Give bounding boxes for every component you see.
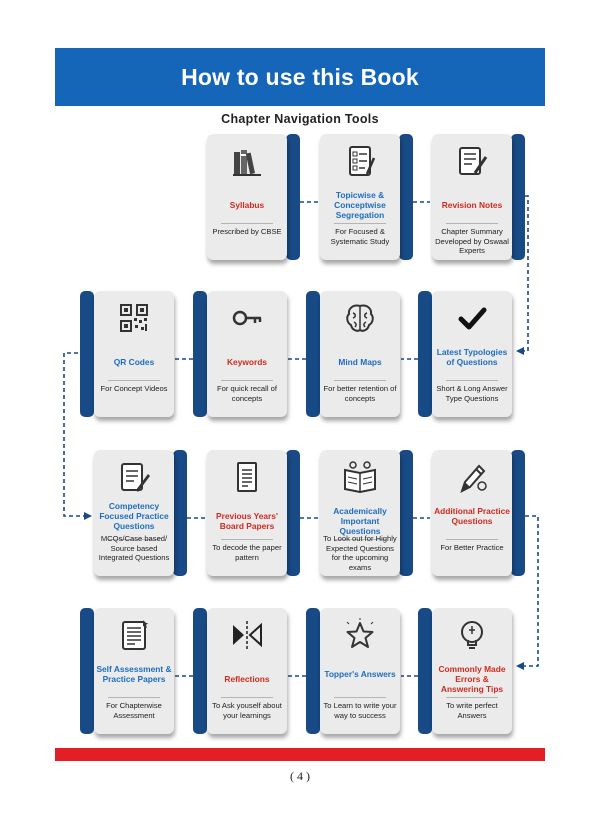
- tool-card-brain: [306, 291, 401, 424]
- card-body: [432, 291, 512, 417]
- card-description: For Concept Videos: [100, 384, 168, 393]
- section-subtitle: Chapter Navigation Tools: [221, 112, 379, 126]
- card-title: Revision Notes: [441, 200, 503, 211]
- card-title: Commonly Made Errors & Answering Tips: [438, 664, 506, 694]
- card-title: QR Codes: [113, 357, 155, 368]
- card-accent-bar: [399, 450, 413, 576]
- card-body: [207, 291, 287, 417]
- card-body: [320, 450, 400, 576]
- card-title: Self Assessment & Practice Papers: [96, 664, 172, 685]
- tool-card-notes: [430, 134, 525, 267]
- card-description: To decode the paper pattern: [212, 543, 282, 562]
- card-title: Previous Years' Board Papers: [216, 511, 278, 531]
- card-divider: [108, 380, 160, 381]
- card-divider: [446, 697, 498, 698]
- checkmark-icon: [432, 301, 512, 335]
- card-body: [432, 134, 512, 260]
- card-divider: [446, 539, 498, 540]
- tool-card-key: [193, 291, 288, 424]
- notes-icon: [432, 144, 512, 178]
- page-title: How to use this Book: [181, 63, 419, 90]
- card-body: [207, 450, 287, 576]
- card-description: Prescribed by CBSE: [212, 227, 282, 236]
- reflection-icon: [207, 618, 287, 652]
- open-book-icon: [320, 460, 400, 494]
- star-icon: [320, 618, 400, 652]
- card-accent-bar: [306, 291, 320, 417]
- checklist-icon: [320, 144, 400, 178]
- paper-icon: [207, 460, 287, 494]
- tool-card-open-book: [318, 450, 413, 583]
- card-divider: [221, 380, 273, 381]
- tool-card-star: [306, 608, 401, 741]
- card-title: Mind Maps: [338, 357, 382, 368]
- card-accent-bar: [511, 134, 525, 260]
- card-accent-bar: [80, 608, 94, 734]
- card-description: For Chapterwise Assessment: [106, 701, 162, 720]
- card-body: [207, 608, 287, 734]
- card-description: Chapter Summary Developed by Oswaal Experts: [435, 227, 509, 255]
- tool-card-paper: [205, 450, 300, 583]
- card-divider: [221, 539, 273, 540]
- card-accent-bar: [399, 134, 413, 260]
- card-divider: [221, 223, 273, 224]
- idea-bubble-icon: [432, 618, 512, 652]
- card-title: Latest Typologies of Questions: [436, 347, 508, 368]
- card-accent-bar: [286, 450, 300, 576]
- card-title: Competency Focused Practice Questions: [99, 501, 169, 531]
- card-divider: [446, 223, 498, 224]
- qr-code-icon: [94, 301, 174, 335]
- card-body: [320, 134, 400, 260]
- card-description: For Focused & Systematic Study: [330, 227, 390, 246]
- card-body: [94, 608, 174, 734]
- card-title: Topper's Answers: [324, 669, 396, 680]
- tool-card-books: [205, 134, 300, 267]
- page-number: ( 4 ): [290, 769, 310, 783]
- card-body: [94, 291, 174, 417]
- card-divider: [334, 380, 386, 381]
- card-body: [320, 291, 400, 417]
- tool-card-document-pen: [92, 450, 187, 583]
- card-title: Academically Important Questions: [333, 506, 387, 536]
- key-icon: [207, 301, 287, 335]
- tool-card-pencil: [430, 450, 525, 583]
- card-body: [432, 608, 512, 734]
- card-accent-bar: [418, 291, 432, 417]
- card-description: For quick recall of concepts: [217, 384, 277, 403]
- card-divider: [334, 223, 386, 224]
- card-divider: [334, 697, 386, 698]
- card-accent-bar: [511, 450, 525, 576]
- card-title: Reflections: [224, 674, 270, 685]
- card-title: Keywords: [226, 357, 268, 368]
- card-accent-bar: [193, 608, 207, 734]
- card-accent-bar: [173, 450, 187, 576]
- card-accent-bar: [306, 608, 320, 734]
- card-accent-bar: [418, 608, 432, 734]
- document-pen-icon: [94, 460, 174, 494]
- card-accent-bar: [80, 291, 94, 417]
- books-icon: [207, 144, 287, 178]
- tool-card-checkmark: [418, 291, 513, 424]
- card-description: Short & Long Answer Type Questions: [436, 384, 508, 403]
- card-body: [94, 450, 174, 576]
- tool-card-answer-sheet: [80, 608, 175, 741]
- brain-icon: [320, 301, 400, 335]
- card-title: Additional Practice Questions: [434, 506, 510, 527]
- pencil-icon: [432, 460, 512, 494]
- card-title: Syllabus: [229, 200, 265, 211]
- card-description: For better retention of concepts: [323, 384, 397, 403]
- card-description: To write perfect Answers: [446, 701, 498, 720]
- card-description: To Learn to write your way to success: [323, 701, 397, 720]
- card-divider: [108, 697, 160, 698]
- card-body: [432, 450, 512, 576]
- card-accent-bar: [286, 134, 300, 260]
- card-accent-bar: [193, 291, 207, 417]
- card-title: Topicwise & Conceptwise Segregation: [334, 190, 386, 220]
- card-description: To Look out for Highly Expected Questions for the upcoming exams: [323, 534, 397, 572]
- card-divider: [221, 697, 273, 698]
- card-body: [207, 134, 287, 260]
- card-divider: [446, 380, 498, 381]
- footer-bar: [55, 748, 545, 761]
- answer-sheet-icon: [94, 618, 174, 652]
- card-description: To Ask youself about your learnings: [212, 701, 282, 720]
- tool-card-idea-bubble: [418, 608, 513, 741]
- card-description: MCQs/Case based/ Source based Integrated Questions: [98, 534, 170, 562]
- tool-card-reflection: [193, 608, 288, 741]
- card-description: For Better Practice: [440, 543, 504, 552]
- tool-card-qr-code: [80, 291, 175, 424]
- tool-card-checklist: [318, 134, 413, 267]
- card-body: [320, 608, 400, 734]
